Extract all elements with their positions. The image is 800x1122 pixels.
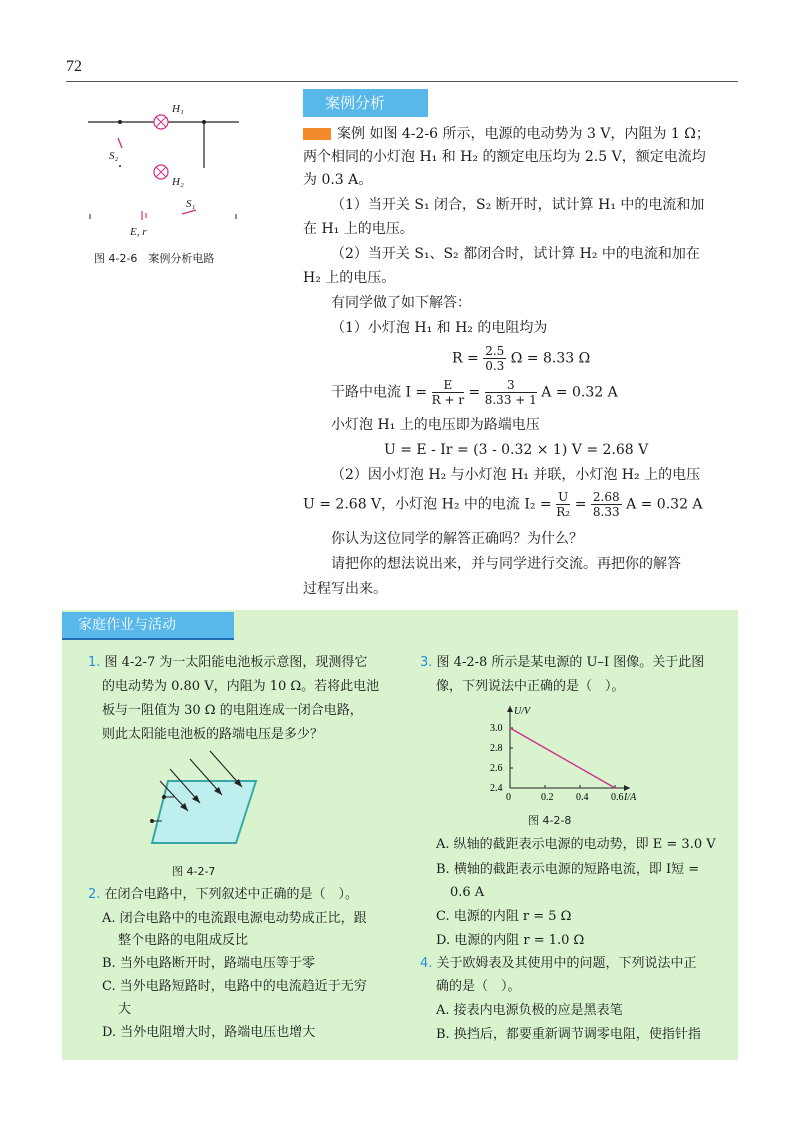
q2-option-c-cont: 大 (118, 1002, 132, 1017)
label-er: E, r (130, 226, 147, 238)
section-title-case-analysis: 案例分析 (303, 89, 428, 117)
chart-y-arrow (507, 706, 513, 712)
q3-option-a: A. 纵轴的截距表示电源的电动势，即 E = 3.0 V (436, 837, 716, 852)
eq-i-label: 干路中电流 (331, 384, 401, 401)
case-line-17: 过程写出来。 (303, 581, 387, 597)
q3 (420, 651, 704, 674)
q3-option-b-cont: 0.6 A (450, 885, 485, 900)
q1-line-1: 图 4-2-7 为一太阳能电池板示意图，现测得它 (104, 655, 368, 670)
homework-title-rule (62, 638, 234, 640)
eq-i-den1: R + r (431, 393, 465, 407)
case-line-13: （2）因小灯泡 H₂ 与小灯泡 H₁ 并联，小灯泡 H₂ 上的电压 (331, 467, 701, 483)
circuit-diagram (84, 100, 244, 240)
eq-i-num1: E (432, 378, 464, 393)
case-line-2: 两个相同的小灯泡 H₁ 和 H₂ 的额定电压均为 2.5 V，额定电流均 (303, 149, 706, 165)
q2-number: 2. (88, 887, 101, 902)
eq-i-num2: 3 (485, 378, 537, 393)
eq-i-eq: = (468, 384, 481, 401)
eq-r-fraction (483, 344, 506, 373)
chart-x-tick-label: 0 (506, 792, 511, 803)
q4 (420, 952, 697, 975)
homework-title: 家庭作业与活动 (62, 612, 234, 638)
figure-caption-4-2-7: 图 4-2-7 (172, 865, 216, 878)
eq-r-lhs: R = (452, 350, 479, 367)
chart-y-tick-label: 3.0 (490, 723, 503, 734)
header-rule (66, 81, 738, 82)
chart-y-tick-label: 2.4 (490, 783, 503, 794)
case-line-7: H₂ 上的电压。 (303, 270, 396, 286)
chart-y-tick-label: 2.6 (490, 763, 503, 774)
q4-option-a: A. 接表内电源负极的应是黑表笔 (436, 1003, 623, 1018)
case-marker (303, 128, 331, 140)
eq-r-den: 0.3 (485, 359, 505, 373)
chart-x-arrow (624, 785, 630, 791)
q2-stem: 在闭合电路中，下列叙述中正确的是（ ）。 (104, 887, 359, 902)
eq-i2-label: U = 2.68 V，小灯泡 H₂ 中的电流 (303, 496, 520, 513)
eq-i2-den2: 8.33 (592, 505, 620, 519)
chart-x-tick-label: 0.2 (541, 792, 554, 803)
eq-i2-eq: = (574, 496, 587, 513)
solar-panel-illustration (148, 745, 270, 855)
q4-line-1: 关于欧姆表及其使用中的问题，下列说法中正 (436, 956, 697, 971)
q4-option-b: B. 换挡后，都要重新调节调零电阻，使指针指 (436, 1027, 701, 1042)
q2-option-b: B. 当外电路断开时，路端电压等于零 (102, 956, 315, 971)
q1-line-2: 的电动势为 0.80 V，内阻为 10 Ω。若将此电池 (102, 679, 380, 694)
figure-caption-4-2-6: 图 4-2-6 案例分析电路 (94, 252, 215, 265)
q1-number: 1. (88, 655, 101, 670)
case-line-15: 你认为这位同学的解答正确吗？为什么？ (331, 531, 583, 547)
q2 (88, 883, 358, 906)
case-line-11: 小灯泡 H₁ 上的电压即为路端电压 (331, 417, 540, 433)
eq-i2-num1: U (558, 490, 569, 504)
q3-line-2: 像，下列说法中正确的是（ ）。 (436, 679, 625, 694)
q3-option-b: B. 横轴的截距表示电源的短路电流，即 I短 = (436, 862, 700, 877)
q3-line-1: 图 4-2-8 所示是某电源的 U–I 图像。关于此图 (436, 655, 705, 670)
chart-y-label: U/V (514, 706, 531, 717)
q1-line-4: 则此太阳能电池板的路端电压是多少？ (102, 727, 324, 742)
figure-caption-4-2-8: 图 4-2-8 (528, 814, 572, 827)
eq-i2-lhs: I₂ = (524, 496, 552, 513)
q1 (88, 651, 367, 674)
equation-r (452, 344, 590, 373)
equation-i (331, 378, 618, 407)
chart-x-tick-label: 0.6 (611, 792, 624, 803)
eq-i2-rhs: A = 0.32 A (626, 496, 703, 513)
q2-option-d: D. 当外电阻增大时，路端电压也增大 (102, 1025, 316, 1040)
label-h1: H₁ (172, 103, 184, 115)
chart-x-tick-label: 0.4 (576, 792, 589, 803)
eq-i-fraction-1 (432, 378, 464, 407)
q4-number: 4. (420, 956, 433, 971)
case-line-4: （1）当开关 S₁ 闭合，S₂ 断开时，试计算 H₁ 中的电流和加 (331, 197, 705, 213)
case-line-5: 在 H₁ 上的电压。 (303, 221, 414, 237)
label-s2: S₂ (109, 150, 119, 162)
case-line-9: （1）小灯泡 H₁ 和 H₂ 的电阻均为 (331, 320, 548, 336)
q2-option-a: A. 闭合电路中的电流跟电源电动势成正比，跟 (102, 911, 367, 926)
case-line-3: 为 0.3 A。 (303, 172, 373, 188)
q3-number: 3. (420, 655, 433, 670)
q2-option-c: C. 当外电路短路时，电路中的电流趋近于无穷 (102, 979, 367, 994)
label-s1: S₁ (186, 198, 196, 210)
case-line-12: U = E - Ir = (3 - 0.32 × 1) V = 2.68 V (384, 442, 649, 458)
eq-i-fraction-2 (485, 378, 537, 407)
q2-option-a-cont: 整个电路的电阻成反比 (118, 933, 249, 948)
case-line-1: 案例 如图 4-2-6 所示，电源的电动势为 3 V，内阻为 1 Ω； (337, 126, 710, 142)
q1-line-3: 板与一阻值为 30 Ω 的电阻连成一闭合电路， (102, 703, 363, 718)
eq-i2-num2: 2.68 (592, 490, 620, 504)
case-line-6: （2）当开关 S₁、S₂ 都闭合时，试计算 H₂ 中的电流和加在 (331, 246, 700, 262)
label-h2: H₂ (172, 176, 184, 188)
eq-i-rhs: A = 0.32 A (541, 384, 618, 401)
q3-option-c: C. 电源的内阻 r = 5 Ω (436, 909, 572, 924)
eq-i2-fraction-1 (556, 490, 570, 519)
ui-chart (480, 700, 650, 810)
case-line-16: 请把你的想法说出来，并与同学进行交流。再把你的解答 (331, 556, 681, 572)
chart-series-line (510, 728, 615, 788)
case-line-8: 有同学做了如下解答： (331, 295, 471, 311)
q3-option-d: D. 电源的内阻 r = 1.0 Ω (436, 933, 585, 948)
eq-r-rhs: Ω = 8.33 Ω (510, 350, 591, 367)
chart-x-label: I/A (624, 792, 637, 803)
page-number: 72 (66, 58, 82, 75)
chart-y-tick-label: 2.8 (490, 743, 503, 754)
eq-i-den2: 8.33 + 1 (484, 393, 537, 407)
eq-i-lhs: I = (405, 384, 428, 401)
eq-i2-fraction-2 (591, 490, 622, 519)
eq-i2-den1: R₂ (556, 505, 571, 519)
q4-line-2: 确的是（ ）。 (436, 979, 521, 994)
equation-i2 (303, 490, 703, 519)
eq-r-num: 2.5 (485, 344, 505, 358)
